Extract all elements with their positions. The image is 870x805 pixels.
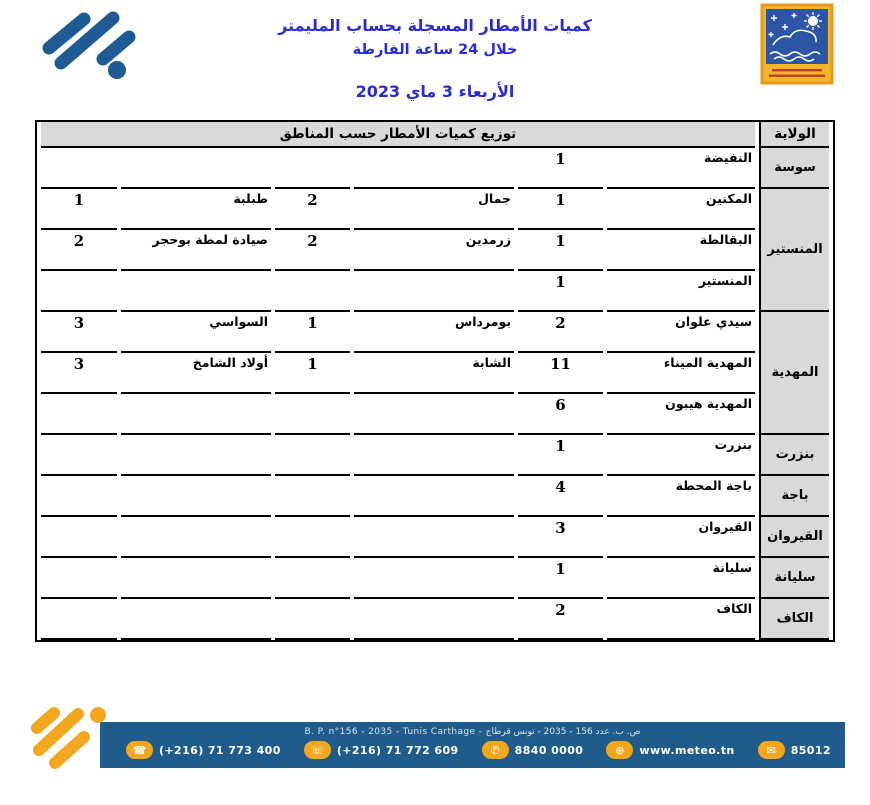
wilaya-cell: سوسة [759,148,829,189]
call-center-icon: ✆ [482,741,509,759]
value-cell [41,476,117,517]
station-cell [354,148,514,189]
postal-address: B. P. n°156 - 2035 - Tunis Carthage - ص. ب. عدد 156 - 2035 - تونس قرطاج [304,727,641,737]
station-cell: سليانة [607,558,755,599]
value-cell: 2 [518,599,603,640]
station-cell [354,517,514,558]
table-row [41,353,829,394]
value-cell: 2 [41,230,117,271]
station-cell [121,435,271,476]
value-cell [41,394,117,435]
value-cell: 3 [41,312,117,353]
value-cell [275,435,350,476]
value-cell [275,517,350,558]
table-row [41,435,829,476]
value-cell [41,271,117,312]
table-row [41,271,829,312]
station-cell: الكاف [607,599,755,640]
station-cell [354,394,514,435]
value-cell [41,599,117,640]
table-row [41,599,829,640]
value-cell: 3 [41,353,117,394]
wilaya-cell: المهدية [759,312,829,435]
table-row [41,148,829,189]
station-cell [354,558,514,599]
table-row [41,230,829,271]
distribution-header: توزيع كميات الأمطار حسب المناطق [41,122,755,148]
wilaya-cell: سليانة [759,558,829,599]
fax-icon: ☏ [304,741,331,759]
phone-number: (+216) 71 773 400 [159,743,281,757]
wilaya-cell: باجة [759,476,829,517]
table-row [41,558,829,599]
contact-strip [100,737,845,759]
value-cell [41,517,117,558]
value-cell: 4 [518,476,603,517]
contact-item-callcenter [482,741,584,759]
wilaya-cell: المنستير [759,189,829,312]
value-cell: 2 [275,189,350,230]
footer-banner [100,722,845,768]
value-cell [275,599,350,640]
report-subtitle: خلال 24 ساعة الفارطة [352,42,518,58]
value-cell: 1 [518,189,603,230]
phone-icon: ☎ [126,741,153,759]
wilaya-cell: الكاف [759,599,829,640]
sms-number: 85012 [790,743,831,757]
footer-logo-icon [24,701,126,773]
station-cell: القيروان [607,517,755,558]
station-cell: بنزرت [607,435,755,476]
station-cell: زرمدين [354,230,514,271]
table-row [41,476,829,517]
station-cell: بومرداس [354,312,514,353]
table-row [41,312,829,353]
wilaya-column-header: الولاية [759,122,829,148]
report-header [135,16,735,101]
value-cell: 1 [275,353,350,394]
value-cell: 2 [518,312,603,353]
value-cell [41,435,117,476]
value-cell: 3 [518,517,603,558]
sms-icon: ✉ [758,741,785,759]
report-title: كميات الأمطار المسجلة بحساب المليمتر [278,16,592,35]
value-cell: 1 [275,312,350,353]
call-center-number: 8840 0000 [514,743,584,757]
wilaya-cell: بنزرت [759,435,829,476]
station-cell: المكنين [607,189,755,230]
station-cell: السواسي [121,312,271,353]
value-cell: 11 [518,353,603,394]
value-cell [41,558,117,599]
rainfall-table [35,120,835,642]
station-cell [354,271,514,312]
value-cell: 1 [518,435,603,476]
value-cell [275,476,350,517]
inm-emblem-icon [760,3,834,85]
value-cell [275,558,350,599]
station-cell [121,517,271,558]
contact-item-fax [304,741,459,759]
station-cell: الشابة [354,353,514,394]
station-cell [121,271,271,312]
station-cell [354,435,514,476]
table-row [41,189,829,230]
value-cell: 1 [518,148,603,189]
report-date: الأربعاء 3 ماي 2023 [355,82,515,101]
value-cell [275,148,350,189]
station-cell: صيادة لمطة بوحجر [121,230,271,271]
contact-item-website [606,741,734,759]
station-cell [121,599,271,640]
value-cell [41,148,117,189]
value-cell: 6 [518,394,603,435]
fax-number: (+216) 71 772 609 [336,743,459,757]
wilaya-cell: القيروان [759,517,829,558]
website-url: www.meteo.tn [639,743,735,757]
station-cell [354,599,514,640]
value-cell: 1 [518,558,603,599]
station-cell: المهدية هيبون [607,394,755,435]
org-logo-mark-icon [26,4,144,86]
station-cell: باجة المحطة [607,476,755,517]
contact-item-sms [758,741,831,759]
station-cell [121,148,271,189]
station-cell [354,476,514,517]
table-row [41,394,829,435]
station-cell: المنستير [607,271,755,312]
value-cell: 1 [518,271,603,312]
value-cell: 2 [275,230,350,271]
contact-item-phone [126,741,281,759]
value-cell: 1 [41,189,117,230]
value-cell [275,271,350,312]
station-cell [121,558,271,599]
table-row [41,517,829,558]
value-cell: 1 [518,230,603,271]
station-cell [121,476,271,517]
station-cell: البقالطة [607,230,755,271]
station-cell: النفيضة [607,148,755,189]
station-cell: طبلبة [121,189,271,230]
station-cell: أولاد الشامخ [121,353,271,394]
value-cell [275,394,350,435]
website-icon: ⊕ [606,741,633,759]
table-header-row [41,122,829,148]
station-cell: المهدية الميناء [607,353,755,394]
station-cell [121,394,271,435]
station-cell: سيدي علوان [607,312,755,353]
station-cell: جمال [354,189,514,230]
